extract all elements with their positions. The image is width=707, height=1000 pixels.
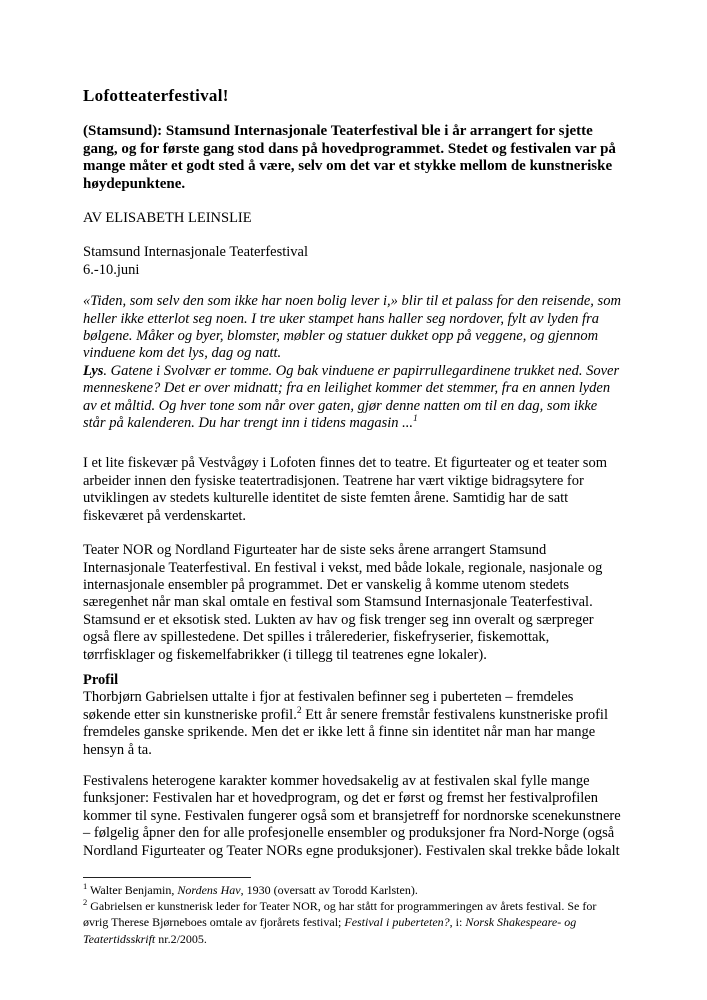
footnote-area bbox=[83, 877, 621, 947]
quote-part2: . Gatene i Svolvær er tomme. Og bak vinduene er papirrullegardinene trukket ned. Sover menneskene? Det er over midnatt; fra en leilighet kommer det stemmer, fra en annen lyden av et måltid. Og hver tone som når over gaten, gjør denne natten om til en dag, som ikke står på kalenderen. Du har trengt inn i tidens magasin ... bbox=[83, 362, 620, 432]
footnote-1-text: Walter Benjamin, bbox=[87, 883, 178, 897]
footnote-2-article-title: Festival i puberteten? bbox=[344, 915, 450, 930]
lead-paragraph: (Stamsund): Stamsund Internasjonale Teaterfestival ble i år arrangert for sjette gang, og for første gang stod dans på hovedprogrammet. Stedet og festivalen var på mange måter et godt sted å være, selv om det var et stykke mellom de kunstneriske høydepunktene. bbox=[83, 123, 616, 192]
section-heading-profil: Profil bbox=[83, 671, 119, 688]
footnote-1 bbox=[83, 882, 621, 898]
byline: AV ELISABETH LEINSLIE bbox=[83, 210, 252, 226]
event-name: Stamsund Internasjonale Teaterfestival bbox=[83, 244, 309, 261]
footnote-1-text-end: , 1930 (oversatt av Torodd Karlsten). bbox=[240, 883, 418, 897]
footnote-1-work-title: Nordens Hav bbox=[177, 883, 241, 897]
quote-block bbox=[83, 293, 621, 432]
footnote-2-journal-title: Norsk Shakespeare- og Teatertidsskrift bbox=[83, 915, 577, 946]
footnote-reference-2: 2 bbox=[296, 705, 302, 716]
footnote-2-text-mid: , i: bbox=[449, 915, 466, 930]
article-title: Lofotteaterfestival! bbox=[83, 86, 229, 105]
paragraph-profil bbox=[83, 689, 621, 759]
paragraph-teater-nor: Teater NOR og Nordland Figurteater har de siste seks årene arrangert Stamsund Internasjonale Teaterfestival. En festival i vekst, med både lokale, regionale, nasjonale og internasjonale ensembler på programmet. Det er vanskelig å komme utenom stedets særegenhet når man skal omtale en festival som Stamsund Internasjonale Teaterfestival. Stamsund er et eksotisk sted. Lukten av hav og fisk trenger seg inn overalt og særpreger også flere av spillestedene. Det spilles i trålerederier, fiskefryserier, fiskemottak, tørrfisklager og fiskemelfabrikker (i tillegg til teatrenes egne lokaler). bbox=[83, 542, 603, 663]
footnote-2 bbox=[83, 898, 621, 947]
footnote-2-text-end: nr.2/2005. bbox=[155, 931, 207, 946]
paragraph-fiskevaer: I et lite fiskevær på Vestvågøy i Lofoten finnes det to teatre. Et figurteater og et teater som arbeider innen den fysiske teatertradisjonen. Teatrene har vært viktige bidragsytere for utviklingen av stedets kulturelle identitet de siste femten årene. Samtidig har de satt fiskeværet på verdenskartet. bbox=[83, 455, 607, 524]
quote-lys-word: Lys bbox=[83, 362, 104, 379]
footnote-2-marker: 2 bbox=[83, 897, 88, 908]
footnote-2-text: Gabrielsen er kunstnerisk leder for Teater NOR, og har stått for programmeringen av årets festival. Se for øvrig Therese Bjørneboes omtale av fjorårets festival; bbox=[83, 899, 597, 930]
footnote-1-marker: 1 bbox=[83, 881, 88, 891]
footnote-divider bbox=[83, 877, 251, 878]
footnote-reference-1: 1 bbox=[413, 414, 418, 425]
profil-text-before-ref: Thorbjørn Gabrielsen uttalte i fjor at festivalen befinner seg i puberteten – fremdeles søkende etter sin kunstneriske profil. bbox=[83, 689, 574, 723]
quote-part1: «Tiden, som selv den som ikke har noen bolig lever i,» blir til et palass for den reisende, som heller ikke etterlot seg noen. I tre uker stampet hans haller seg nordover, fylt av lyden fra bølgene. Måker og byer, blomster, møbler og statuer dukket opp på veggene, og gjennom vinduene kom det lys, dag og natt. bbox=[83, 293, 621, 362]
event-dates: 6.-10.juni bbox=[83, 261, 140, 278]
paragraph-festivalens-karakter: Festivalens heterogene karakter kommer hovedsakelig av at festivalen skal fylle mange funksjoner: Festivalen har et hovedprogram, og det er først og fremst her festivalprofilen kommer til syne. Festivalen fungerer også som et bransjetreff for nordnorske scenekunstnere – følgelig åpner den for alle profesjonelle ensembler og produksjoner fra Nord-Norge (også Nordland Figurteater og Teater NORs egne produksjoner). Festivalen skal trekke både lokalt bbox=[83, 772, 621, 859]
profil-text-after-ref: Ett år senere fremstår festivalens kunstneriske profil fremdeles ganske sprikende. Men det er ikke lett å finne sin identitet når man har mange hensyn å ta. bbox=[83, 706, 608, 758]
event-info bbox=[83, 244, 621, 279]
